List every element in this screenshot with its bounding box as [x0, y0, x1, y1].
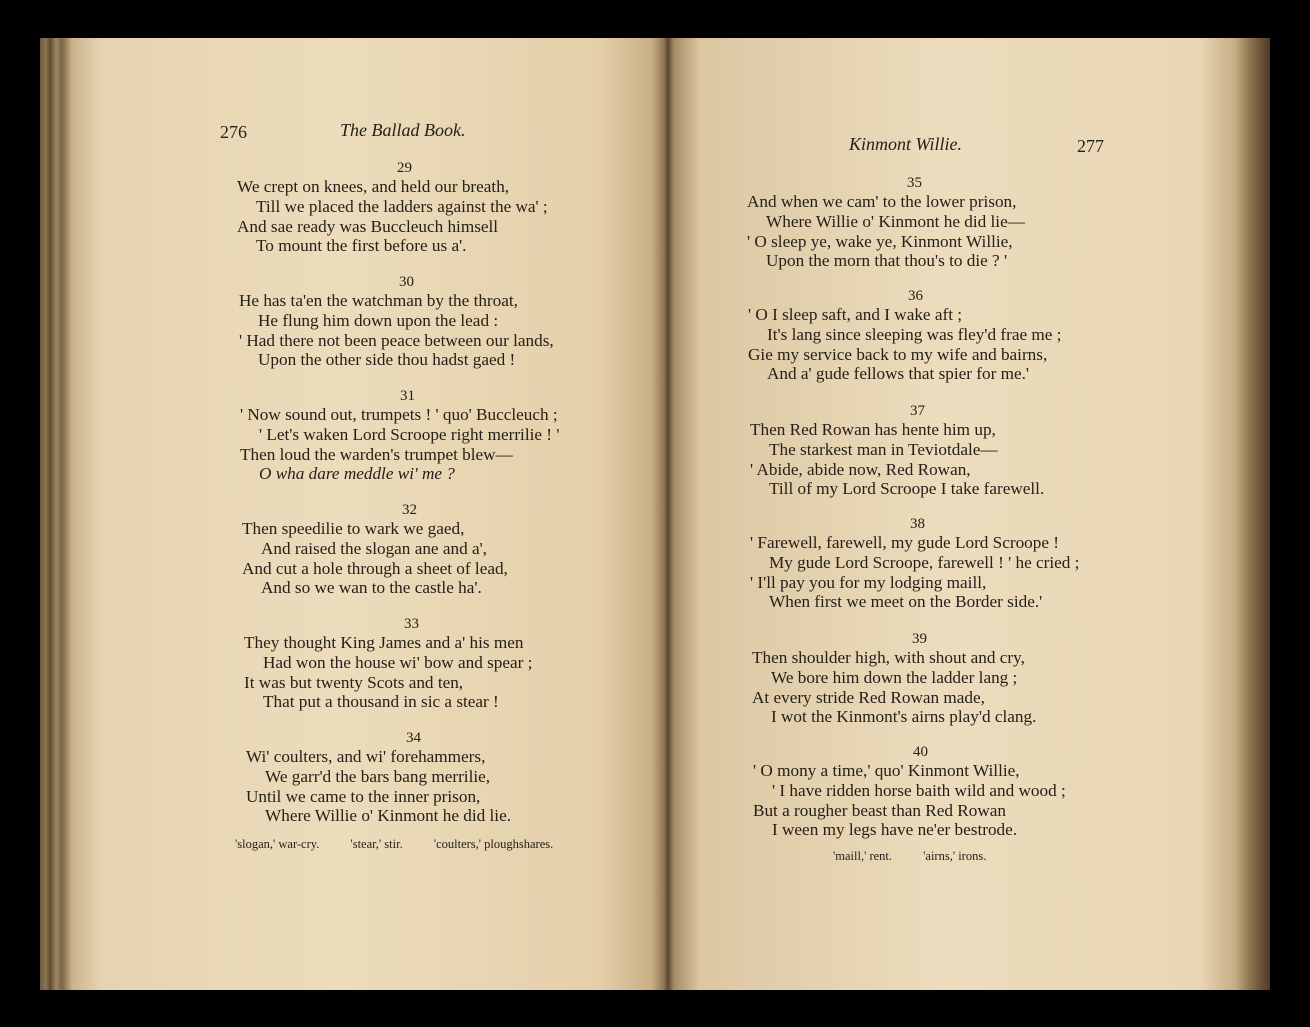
verse-line: To mount the first before us a'. [256, 236, 467, 256]
footnote: 'coulters,' ploughshares. [433, 837, 554, 851]
verse-line: Then loud the warden's trumpet blew— [240, 444, 513, 464]
verse-line: ' I have ridden horse baith wild and wood ; [772, 780, 1066, 800]
stanza-number: 34 [406, 730, 421, 746]
verse-line: And raised the slogan ane and a', [261, 538, 487, 558]
verse-line: He flung him down upon the lead : [258, 310, 499, 330]
verse-line: The starkest man in Teviotdale— [769, 439, 998, 459]
stanza [752, 631, 1036, 727]
running-title: The Ballad Book. [340, 120, 466, 140]
verse-line: When first we meet on the Border side.' [769, 592, 1043, 612]
stanza-number: 35 [907, 175, 922, 191]
verse-line: Then Red Rowan has hente him up, [750, 420, 996, 439]
verse-line: ' I'll pay you for my lodging maill, [750, 572, 987, 592]
stanza-number: 37 [910, 403, 925, 419]
footnotes [235, 837, 581, 852]
stanza-number: 40 [913, 744, 928, 760]
stanza-number: 32 [402, 502, 417, 518]
verse-line: Gie my service back to my wife and bairns, [748, 344, 1048, 364]
verse-line: ' Had there not been peace between our lands, [239, 330, 554, 350]
stanza [753, 744, 1066, 840]
stanza-number: 39 [912, 631, 927, 647]
stanza-number: 30 [399, 274, 414, 290]
footnote: 'airns,' irons. [923, 849, 987, 863]
stanza-number: 38 [910, 516, 925, 532]
verse-line: We garr'd the bars bang merrilie, [265, 766, 491, 786]
verse-line: Upon the other side thou hadst gaed ! [258, 350, 516, 370]
verse-line: Until we came to the inner prison, [246, 786, 481, 806]
verse-line: Till of my Lord Scroope I take farewell. [769, 479, 1045, 499]
stanza [246, 730, 511, 826]
verse-line: ' O sleep ye, wake ye, Kinmont Willie, [747, 231, 1013, 251]
verse-line: I wot the Kinmont's airns play'd clang. [771, 707, 1037, 727]
stanza [750, 403, 1044, 499]
verse-line: And cut a hole through a sheet of lead, [242, 558, 508, 578]
footnotes [833, 849, 1014, 864]
verse-line: My gude Lord Scroope, farewell ! ' he cried ; [769, 552, 1080, 572]
verse-line: That put a thousand in sic a stear ! [263, 692, 499, 712]
running-title: Kinmont Willie. [849, 134, 963, 154]
verse-line: And when we cam' to the lower prison, [747, 192, 1017, 211]
verse-line: ' Let's waken Lord Scroope right merrilie ! ' [259, 424, 560, 444]
stanza-number: 36 [908, 288, 923, 304]
verse-line: Had won the house wi' bow and spear ; [263, 652, 533, 672]
verse-line: ' Abide, abide now, Red Rowan, [750, 459, 971, 479]
open-book [40, 38, 1270, 990]
stanza [239, 274, 554, 370]
page-number: 276 [220, 122, 247, 142]
verse-line: We bore him down the ladder lang ; [771, 667, 1018, 687]
verse-line: And a' gude fellows that spier for me.' [767, 364, 1030, 384]
verse-line: O wha dare meddle wi' me ? [259, 464, 455, 484]
stanza [242, 502, 508, 598]
stanza [750, 516, 1079, 612]
verse-line: And sae ready was Buccleuch himsell [237, 216, 499, 236]
verse-line: But a rougher beast than Red Rowan [753, 800, 1006, 820]
footnote: 'maill,' rent. [833, 849, 893, 863]
footnote: 'slogan,' war-cry. [235, 837, 320, 851]
verse-line: Where Willie o' Kinmont he did lie— [766, 211, 1025, 231]
verse-line: Where Willie o' Kinmont he did lie. [265, 806, 511, 826]
verse-line: We crept on knees, and held our breath, [237, 177, 510, 196]
verse-line: Upon the morn that thou's to die ? ' [766, 251, 1008, 271]
verse-line: ' O I sleep saft, and I wake aft ; [748, 305, 963, 324]
verse-line: And so we wan to the castle ha'. [261, 578, 482, 598]
stanza [748, 288, 1061, 384]
verse-line: ' Now sound out, trumpets ! ' quo' Buccleuch ; [240, 405, 558, 424]
stanza [747, 175, 1025, 271]
stanza-number: 33 [404, 616, 419, 632]
verse-line: I ween my legs have ne'er bestrode. [772, 820, 1018, 840]
verse-line: ' Farewell, farewell, my gude Lord Scroope ! [750, 533, 1060, 552]
verse-line: Then shoulder high, with shout and cry, [752, 648, 1025, 667]
stanza-number: 29 [397, 160, 412, 176]
verse-line: At every stride Red Rowan made, [752, 687, 985, 707]
left-page [40, 38, 665, 990]
verse-line: Till we placed the ladders against the wa' ; [256, 196, 548, 216]
verse-line: ' O mony a time,' quo' Kinmont Willie, [753, 761, 1020, 780]
verse-line: Wi' coulters, and wi' forehammers, [246, 747, 486, 766]
verse-line: It was but twenty Scots and ten, [244, 672, 464, 692]
verse-line: They thought King James and a' his men [244, 633, 524, 652]
verse-line: It's lang since sleeping was fley'd frae me ; [767, 324, 1062, 344]
verse-line: He has ta'en the watchman by the throat, [239, 291, 518, 310]
verse-line: Then speedilie to wark we gaed, [242, 519, 465, 538]
right-page [665, 38, 1270, 990]
page-number: 277 [1077, 136, 1104, 156]
stanza [237, 160, 548, 256]
stanza [240, 388, 559, 484]
stanza-number: 31 [400, 388, 415, 404]
footnote: 'stear,' stir. [350, 837, 403, 851]
stanza [244, 616, 532, 712]
